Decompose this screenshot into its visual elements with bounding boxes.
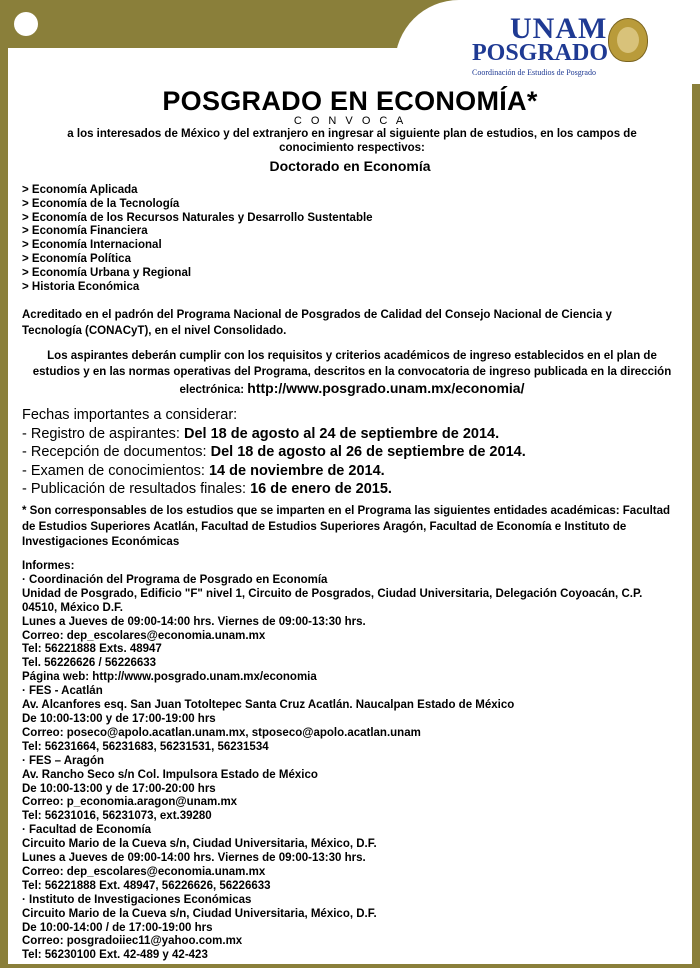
date-value: 14 de noviembre de 2014. bbox=[208, 462, 385, 479]
info-line: Lunes a Jueves de 09:00-14:00 hrs. Viernes de 09:00-13:30 hrs. bbox=[22, 852, 366, 865]
list-item: > Economía Financiera bbox=[22, 225, 148, 238]
info-email[interactable]: Correo: dep_escolares@economia.unam.mx bbox=[22, 865, 266, 878]
info-line: De 10:00-13:00 y de 17:00-20:00 hrs bbox=[22, 782, 216, 795]
info-line: · FES - Acatlán bbox=[22, 685, 103, 698]
info-email[interactable]: Correo: posgradoiiec11@yahoo.com.mx bbox=[22, 935, 243, 948]
list-item: > Economía Urbana y Regional bbox=[22, 266, 192, 279]
info-line: · FES – Aragón bbox=[22, 754, 104, 767]
info-weblink[interactable]: Página web: http://www.posgrado.unam.mx/economia bbox=[22, 671, 317, 684]
date-row-recepcion bbox=[22, 443, 526, 462]
info-line: 04510, México D.F. bbox=[22, 601, 123, 614]
accreditation-text: Acreditado en el padrón del Programa Nacional de Posgrados de Calidad del Consejo Nacional de Ciencia y Tecnología (CONACyT), en el nivel Consolidado. bbox=[22, 309, 612, 337]
info-heading: Informes: bbox=[22, 560, 75, 572]
contact-information bbox=[22, 560, 678, 963]
requirements-text: Los aspirantes deberán cumplir con los requisitos y criterios académicos de ingreso establecidos en el plan de estudios y en las normas operativas del Programa, descritos en la convocatoria de ingreso publicada en la dirección electrónica: bbox=[32, 350, 672, 396]
footnote-text: * Son corresponsables de los estudios que se imparten en el Programa las siguientes entidades académicas: Facultad de Estudios Superiores Acatlán, Facultad de Estudios Superiores Aragón, Facultad de Economía e Instituto de Investigaciones Económicas bbox=[22, 505, 671, 548]
date-value: Del 18 de agosto al 24 de septiembre de 2014. bbox=[184, 425, 500, 442]
list-item: > Economía de la Tecnología bbox=[22, 197, 180, 210]
important-dates bbox=[22, 406, 526, 499]
date-value: 16 de enero de 2015. bbox=[250, 481, 392, 497]
info-line: Circuito Mario de la Cueva s/n, Ciudad Universitaria, México, D.F. bbox=[22, 838, 377, 851]
date-value: Del 18 de agosto al 26 de septiembre de 2014. bbox=[210, 444, 526, 460]
info-line: Lunes a Jueves de 09:00-14:00 hrs. Viernes de 09:00-13:30 hrs. bbox=[22, 615, 366, 628]
info-email[interactable]: Correo: poseco@apolo.acatlan.unam.mx, stposeco@apolo.acatlan.unam bbox=[22, 726, 421, 739]
list-item: > Economía Aplicada bbox=[22, 184, 138, 196]
date-label: - Publicación de resultados finales: bbox=[22, 481, 251, 497]
logo-coordinacion-text: Coordinación de Estudios de Posgrado bbox=[472, 68, 596, 77]
program-name: Doctorado en Economía bbox=[269, 158, 431, 174]
info-line: Av. Alcanfores esq. San Juan Totoltepec Santa Cruz Acatlán. Naucalpan Estado de México bbox=[22, 699, 515, 712]
info-line: De 10:00-14:00 / de 17:00-19:00 hrs bbox=[22, 921, 213, 934]
info-line: Tel: 56230100 Ext. 42-489 y 42-423 bbox=[22, 949, 208, 962]
logo-posgrado-text: POSGRADO bbox=[472, 40, 609, 66]
requirements-paragraph bbox=[32, 348, 672, 398]
date-label: - Examen de conocimientos: bbox=[22, 462, 209, 479]
info-line: Tel: 56231016, 56231073, ext.39280 bbox=[22, 810, 212, 823]
info-line: Av. Rancho Seco s/n Col. Impulsora Estado de México bbox=[22, 768, 318, 781]
list-item: > Economía Internacional bbox=[22, 239, 162, 252]
date-label: - Recepción de documentos: bbox=[22, 444, 211, 460]
unam-posgrado-logo bbox=[470, 14, 660, 80]
page-title: POSGRADO EN ECONOMÍA* bbox=[162, 86, 538, 116]
info-line: · Instituto de Investigaciones Económicas bbox=[22, 893, 252, 906]
unam-seal-icon bbox=[608, 18, 648, 62]
info-email[interactable]: Correo: dep_escolares@economia.unam.mx bbox=[22, 629, 266, 642]
info-line: Tel: 56221888 Exts. 48947 bbox=[22, 643, 162, 656]
info-line: Tel. 56226626 / 56226633 bbox=[22, 657, 157, 670]
requirements-link[interactable]: http://www.posgrado.unam.mx/economia/ bbox=[247, 380, 525, 396]
info-line: · Coordinación del Programa de Posgrado en Economía bbox=[22, 573, 328, 586]
info-line: · Facultad de Economía bbox=[22, 824, 152, 837]
intro-text: a los interesados de México y del extranjero en ingresar al siguiente plan de estudios, en los campos de conocimiento respectivos: bbox=[67, 128, 637, 154]
info-line: Tel: 56221888 Ext. 48947, 56226626, 56226633 bbox=[22, 879, 271, 892]
date-row-resultados bbox=[22, 480, 526, 499]
logo-unam-text: UNAM bbox=[510, 12, 608, 45]
decorative-circle bbox=[14, 12, 38, 36]
list-item: > Historia Económica bbox=[22, 280, 140, 293]
info-line: De 10:00-13:00 y de 17:00-19:00 hrs bbox=[22, 712, 216, 725]
info-line: Circuito Mario de la Cueva s/n, Ciudad Universitaria, México, D.F. bbox=[22, 907, 377, 920]
dates-heading: Fechas importantes a considerar: bbox=[22, 407, 238, 423]
list-item: > Economía Política bbox=[22, 252, 131, 265]
info-email[interactable]: Correo: p_economia.aragon@unam.mx bbox=[22, 796, 238, 809]
date-label: - Registro de aspirantes: bbox=[22, 425, 184, 442]
knowledge-areas-list bbox=[22, 184, 373, 294]
info-line: Tel: 56231664, 56231683, 56231531, 56231534 bbox=[22, 740, 269, 753]
date-row-registro bbox=[22, 425, 526, 444]
date-row-examen bbox=[22, 462, 526, 481]
list-item: > Economía de los Recursos Naturales y Desarrollo Sustentable bbox=[22, 211, 373, 224]
info-line: Unidad de Posgrado, Edificio "F" nivel 1, Circuito de Posgrados, Ciudad Universitaria, Delegación Coyoacán, C.P. bbox=[22, 587, 643, 600]
convoca-label: C O N V O C A bbox=[293, 115, 407, 127]
